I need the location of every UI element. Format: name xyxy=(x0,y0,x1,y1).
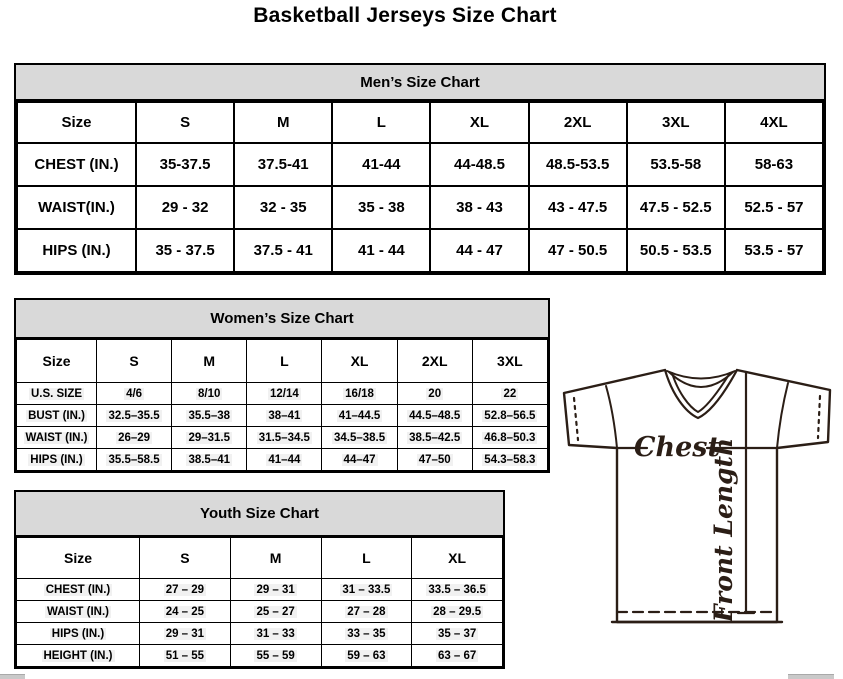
size-column-header xyxy=(397,340,472,383)
size-value-cell xyxy=(230,579,321,601)
mens-size-chart-title: Men’s Size Chart xyxy=(16,65,824,101)
size-value-cell-text: 43 - 47.5 xyxy=(548,199,608,216)
column-header-row xyxy=(17,538,503,579)
jersey-outline xyxy=(564,370,830,622)
row-label-text: HIPS (IN.) xyxy=(30,453,83,466)
size-column-header xyxy=(472,340,547,383)
size-column-header-text: XL xyxy=(469,114,490,131)
size-value-cell xyxy=(140,579,231,601)
size-value-cell-text: 37.5-41 xyxy=(257,156,309,173)
size-corner-header-text: Size xyxy=(42,353,71,369)
size-value-cell xyxy=(627,186,725,229)
row-label xyxy=(17,405,97,427)
size-value-cell-text: 29 – 31 xyxy=(256,583,295,596)
size-value-cell-text: 54.3–58.3 xyxy=(484,453,536,466)
size-column-header xyxy=(412,538,503,579)
front-length-label: Front Length xyxy=(709,437,738,623)
size-column-header-text: 3XL xyxy=(662,114,690,131)
size-value-cell-text: 35.5–58.5 xyxy=(108,453,160,466)
womens-size-chart-section xyxy=(14,298,550,473)
measurement-row xyxy=(17,186,823,229)
size-value-cell-text: 46.8–50.3 xyxy=(484,431,536,444)
size-value-cell xyxy=(412,623,503,645)
size-value-cell-text: 22 xyxy=(503,387,517,400)
size-value-cell-text: 44 - 47 xyxy=(456,242,503,259)
size-value-cell-text: 33.5 – 36.5 xyxy=(428,583,486,596)
size-value-cell xyxy=(725,229,823,272)
size-value-cell-text: 27 – 29 xyxy=(165,583,205,596)
measurement-row xyxy=(17,601,503,623)
size-value-cell xyxy=(234,143,332,186)
size-value-cell xyxy=(230,645,321,667)
size-value-cell-text: 16/18 xyxy=(345,387,374,400)
right-armhole-seam xyxy=(777,383,788,448)
size-column-header-text: XL xyxy=(448,550,467,566)
size-value-cell xyxy=(97,383,172,405)
size-value-cell-text: 41 - 44 xyxy=(358,242,405,259)
measurement-row xyxy=(17,383,548,405)
size-column-header xyxy=(529,102,627,143)
size-column-header xyxy=(627,102,725,143)
size-value-cell-text: 35.5–38 xyxy=(188,409,231,422)
size-value-cell-text: 55 – 59 xyxy=(256,649,295,662)
measurement-row xyxy=(17,229,823,272)
column-header-row xyxy=(17,340,548,383)
size-corner-header-text: Size xyxy=(63,550,92,566)
size-column-header xyxy=(230,538,321,579)
size-value-cell xyxy=(172,427,247,449)
size-value-cell xyxy=(247,427,322,449)
size-value-cell-text: 26–29 xyxy=(118,431,151,444)
size-value-cell-text: 53.5 - 57 xyxy=(744,242,804,259)
size-column-header-text: L xyxy=(280,353,289,369)
size-value-cell xyxy=(412,645,503,667)
size-column-header-text: 2XL xyxy=(563,114,592,131)
size-value-cell xyxy=(332,186,430,229)
size-value-cell xyxy=(321,601,412,623)
size-column-header-text: 2XL xyxy=(421,353,448,369)
size-value-cell xyxy=(136,186,234,229)
size-value-cell-text: 31.5–34.5 xyxy=(258,431,310,444)
size-value-cell xyxy=(397,449,472,471)
row-label-text: WAIST (IN.) xyxy=(25,431,88,444)
size-value-cell-text: 35 – 37 xyxy=(437,627,477,640)
size-value-cell-text: 24 – 25 xyxy=(165,605,205,618)
row-label-text: BUST (IN.) xyxy=(28,409,85,422)
size-value-cell-text: 33 – 35 xyxy=(347,627,386,640)
youth-size-table xyxy=(16,537,503,667)
size-column-header-text: M xyxy=(276,114,290,131)
measurement-row xyxy=(17,143,823,186)
row-label-text: U.S. SIZE xyxy=(30,387,83,400)
size-value-cell-text: 58-63 xyxy=(754,156,794,173)
size-column-header xyxy=(247,340,322,383)
size-value-cell xyxy=(332,229,430,272)
size-value-cell-text: 38.5–42.5 xyxy=(409,431,461,444)
size-column-header-text: XL xyxy=(350,353,369,369)
row-label-text: CHEST (IN.) xyxy=(34,156,119,173)
size-value-cell-text: 51 – 55 xyxy=(165,649,205,662)
size-value-cell-text: 32 - 35 xyxy=(259,199,307,216)
measurement-row xyxy=(17,427,548,449)
size-value-cell-text: 59 – 63 xyxy=(347,649,386,662)
size-value-cell xyxy=(397,383,472,405)
size-value-cell-text: 47 - 50.5 xyxy=(548,242,608,259)
row-label-text: HIPS (IN.) xyxy=(51,627,105,640)
size-value-cell xyxy=(140,623,231,645)
size-column-header-text: M xyxy=(269,550,282,566)
size-value-cell xyxy=(234,186,332,229)
size-value-cell xyxy=(472,405,547,427)
page-title: Basketball Jerseys Size Chart xyxy=(253,4,557,27)
size-value-cell-text: 27 – 28 xyxy=(347,605,386,618)
size-value-cell-text: 29–31.5 xyxy=(188,431,231,444)
size-value-cell xyxy=(322,449,397,471)
size-value-cell xyxy=(627,229,725,272)
size-value-cell-text: 41–44 xyxy=(268,453,301,466)
size-column-header xyxy=(321,538,412,579)
size-value-cell xyxy=(322,383,397,405)
womens-size-table xyxy=(16,339,548,471)
row-label-text: CHEST (IN.) xyxy=(45,583,111,596)
size-column-header-text: S xyxy=(180,550,190,566)
measurement-row xyxy=(17,645,503,667)
size-value-cell-text: 44–47 xyxy=(343,453,376,466)
row-label-text: WAIST(IN.) xyxy=(38,199,115,216)
size-column-header-text: M xyxy=(203,353,216,369)
left-cuff-dashed-line xyxy=(574,398,578,440)
size-value-cell xyxy=(472,383,547,405)
size-value-cell-text: 12/14 xyxy=(270,387,299,400)
size-value-cell xyxy=(97,427,172,449)
size-column-header xyxy=(322,340,397,383)
size-value-cell-text: 41–44.5 xyxy=(338,409,381,422)
row-label xyxy=(17,186,136,229)
size-column-header xyxy=(97,340,172,383)
size-value-cell xyxy=(140,601,231,623)
row-label xyxy=(17,623,140,645)
size-value-cell xyxy=(234,229,332,272)
size-value-cell xyxy=(97,405,172,427)
size-value-cell xyxy=(136,143,234,186)
size-value-cell-text: 47.5 - 52.5 xyxy=(639,199,712,216)
size-value-cell-text: 34.5–38.5 xyxy=(333,431,386,444)
size-value-cell xyxy=(430,186,528,229)
size-column-header-text: 3XL xyxy=(497,353,523,369)
size-value-cell xyxy=(430,143,528,186)
size-value-cell xyxy=(529,186,627,229)
size-value-cell-text: 31 – 33 xyxy=(256,627,295,640)
size-value-cell-text: 35-37.5 xyxy=(159,156,211,173)
size-column-header xyxy=(140,538,231,579)
size-value-cell-text: 38.5–41 xyxy=(188,453,231,466)
size-value-cell xyxy=(412,601,503,623)
size-value-cell-text: 44-48.5 xyxy=(454,156,505,173)
youth-size-chart-title: Youth Size Chart xyxy=(16,492,503,537)
measurement-row xyxy=(17,623,503,645)
size-value-cell-text: 41-44 xyxy=(362,156,401,173)
size-value-cell-text: 53.5-58 xyxy=(650,156,702,173)
size-value-cell xyxy=(321,623,412,645)
left-armhole-seam xyxy=(606,386,617,448)
size-column-header-text: 4XL xyxy=(760,114,788,131)
size-value-cell-text: 63 – 67 xyxy=(437,649,477,662)
size-value-cell xyxy=(529,143,627,186)
measurement-row xyxy=(17,579,503,601)
size-value-cell xyxy=(140,645,231,667)
size-value-cell xyxy=(136,229,234,272)
size-value-cell-text: 8/10 xyxy=(198,387,221,400)
size-value-cell xyxy=(725,186,823,229)
size-value-cell-text: 29 - 32 xyxy=(161,199,209,216)
size-value-cell xyxy=(321,645,412,667)
size-value-cell-text: 50.5 - 53.5 xyxy=(639,242,712,259)
size-corner-header-text: Size xyxy=(61,114,92,131)
size-column-header-text: L xyxy=(362,550,371,566)
size-value-cell xyxy=(97,449,172,471)
size-value-cell xyxy=(322,427,397,449)
size-value-cell xyxy=(247,449,322,471)
size-value-cell-text: 35 - 38 xyxy=(358,199,405,216)
mens-size-chart-section xyxy=(14,63,826,275)
size-value-cell xyxy=(397,427,472,449)
size-column-header xyxy=(136,102,234,143)
size-value-cell xyxy=(725,143,823,186)
size-value-cell-text: 25 – 27 xyxy=(256,605,295,618)
size-value-cell xyxy=(529,229,627,272)
row-label xyxy=(17,645,140,667)
row-label-text: HIPS (IN.) xyxy=(42,242,111,259)
size-column-header xyxy=(725,102,823,143)
size-value-cell-text: 29 – 31 xyxy=(165,627,205,640)
size-value-cell xyxy=(230,623,321,645)
row-label xyxy=(17,601,140,623)
right-cuff-dashed-line xyxy=(818,396,820,438)
size-column-header xyxy=(234,102,332,143)
size-value-cell-text: 31 – 33.5 xyxy=(342,583,391,596)
column-header-row xyxy=(17,102,823,143)
size-value-cell xyxy=(472,427,547,449)
size-value-cell-text: 37.5 - 41 xyxy=(253,242,313,259)
size-value-cell-text: 48.5-53.5 xyxy=(545,156,610,173)
row-label xyxy=(17,143,136,186)
size-value-cell xyxy=(172,405,247,427)
size-value-cell xyxy=(412,579,503,601)
size-value-cell-text: 35 - 37.5 xyxy=(155,242,215,259)
size-value-cell xyxy=(332,143,430,186)
measurement-row xyxy=(17,449,548,471)
size-value-cell-text: 38–41 xyxy=(268,409,301,422)
size-value-cell-text: 52.8–56.5 xyxy=(484,409,536,422)
mens-size-table xyxy=(16,101,824,273)
size-value-cell-text: 47–50 xyxy=(418,453,451,466)
row-label xyxy=(17,579,140,601)
size-value-cell xyxy=(247,405,322,427)
womens-size-chart-title: Women’s Size Chart xyxy=(16,300,548,339)
collar-back-arc-shallow xyxy=(667,371,735,379)
size-value-cell-text: 38 - 43 xyxy=(456,199,503,216)
size-value-cell xyxy=(322,405,397,427)
size-column-header xyxy=(332,102,430,143)
size-value-cell xyxy=(230,601,321,623)
row-label xyxy=(17,383,97,405)
row-label xyxy=(17,229,136,272)
measurement-row xyxy=(17,405,548,427)
size-column-header xyxy=(172,340,247,383)
size-corner-header xyxy=(17,538,140,579)
size-value-cell-text: 32.5–35.5 xyxy=(108,409,160,422)
horizontal-scrollbar-fragment-right[interactable] xyxy=(788,674,834,679)
size-column-header-text: L xyxy=(376,114,386,131)
youth-size-chart-section xyxy=(14,490,505,669)
size-value-cell xyxy=(472,449,547,471)
size-value-cell-text: 4/6 xyxy=(126,387,143,400)
size-value-cell xyxy=(247,383,322,405)
size-column-header-text: S xyxy=(129,353,139,369)
size-value-cell-text: 44.5–48.5 xyxy=(409,409,461,422)
size-column-header-text: S xyxy=(180,114,191,131)
size-value-cell xyxy=(430,229,528,272)
row-label-text: HEIGHT (IN.) xyxy=(43,649,113,662)
size-value-cell xyxy=(172,449,247,471)
row-label-text: WAIST (IN.) xyxy=(47,605,109,618)
size-value-cell xyxy=(397,405,472,427)
chest-label: Chest xyxy=(634,432,720,463)
size-value-cell xyxy=(321,579,412,601)
horizontal-scrollbar-fragment-left[interactable] xyxy=(0,674,25,679)
size-corner-header xyxy=(17,340,97,383)
size-value-cell xyxy=(627,143,725,186)
size-column-header xyxy=(430,102,528,143)
size-value-cell xyxy=(172,383,247,405)
size-value-cell-text: 28 – 29.5 xyxy=(433,605,482,618)
size-corner-header xyxy=(17,102,136,143)
size-value-cell-text: 52.5 - 57 xyxy=(744,199,804,216)
row-label xyxy=(17,427,97,449)
row-label xyxy=(17,449,97,471)
size-value-cell-text: 20 xyxy=(428,387,442,400)
jersey-measurement-diagram xyxy=(552,352,842,637)
